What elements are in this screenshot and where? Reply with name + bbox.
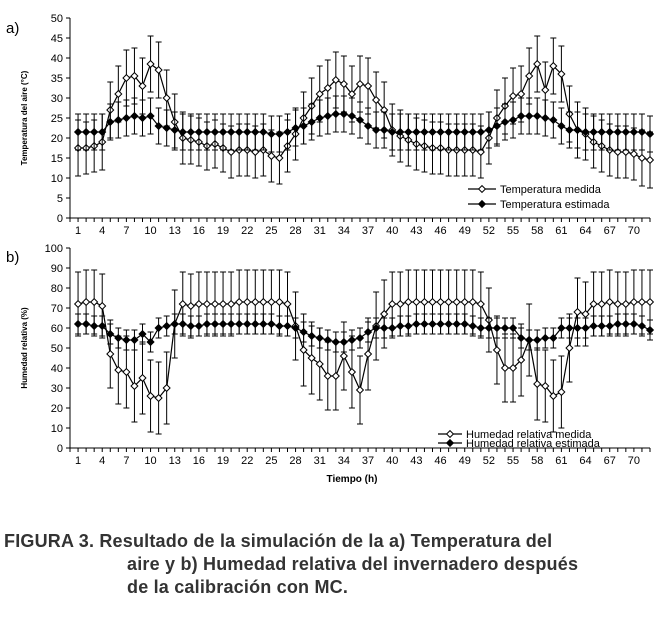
data-point: [469, 299, 476, 306]
data-point: [308, 333, 315, 340]
data-point: [622, 129, 629, 136]
data-point: [429, 129, 436, 136]
data-point: [284, 323, 291, 330]
legend-label: Temperatura medida: [500, 184, 601, 196]
data-point: [590, 323, 597, 330]
data-point: [308, 119, 315, 126]
x-tick-label: 46: [434, 225, 447, 237]
y-tick-label: 60: [50, 323, 63, 335]
data-point: [526, 113, 533, 120]
x-tick-label: 28: [289, 455, 302, 467]
data-point: [115, 91, 122, 98]
data-point: [244, 129, 251, 136]
x-tick-label: 19: [216, 225, 230, 237]
legend-label: Humedad relativa medida: [466, 429, 592, 441]
data-point: [244, 321, 251, 328]
data-point: [639, 323, 646, 330]
data-point: [75, 321, 82, 328]
legend-label: Humedad relativa estimada: [466, 438, 600, 450]
x-tick-label: 25: [265, 225, 278, 237]
y-tick-label: 50: [50, 13, 63, 25]
x-tick-label: 52: [482, 455, 496, 467]
data-point: [630, 321, 637, 328]
legend-marker: [479, 201, 486, 208]
data-point: [598, 323, 605, 330]
data-point: [453, 299, 460, 306]
x-tick-label: 13: [168, 225, 181, 237]
data-point: [574, 309, 581, 316]
y-tick-label: 15: [50, 153, 63, 165]
data-point: [324, 113, 331, 120]
data-point: [413, 299, 420, 306]
x-tick-label: 43: [410, 455, 423, 467]
y-axis-label: Temperatura del aire (°C): [20, 70, 29, 166]
x-tick-label: 49: [458, 455, 471, 467]
data-point: [228, 321, 235, 328]
data-point: [526, 73, 533, 80]
data-point: [228, 301, 235, 308]
data-point: [99, 303, 106, 310]
data-point: [276, 299, 283, 306]
y-axis-label: Humedad relativa (%): [20, 307, 29, 389]
data-point: [542, 87, 549, 94]
data-point: [381, 127, 388, 134]
legend-entry: [468, 201, 496, 208]
data-point: [413, 129, 420, 136]
x-tick-label: 34: [337, 225, 351, 237]
data-point: [357, 387, 364, 394]
data-point: [389, 325, 396, 332]
data-point: [630, 129, 637, 136]
data-point: [75, 129, 82, 136]
data-point: [155, 325, 162, 332]
x-tick-label: 1: [74, 455, 82, 467]
x-tick-label: 67: [603, 455, 616, 467]
data-point: [332, 373, 339, 380]
legend-entry: [438, 431, 462, 438]
data-point: [316, 335, 323, 342]
caption-line-2: aire y b) Humedad relativa del invernadero después: [127, 554, 579, 574]
x-tick-label: 4: [99, 455, 106, 467]
x-tick-label: 7: [123, 455, 130, 467]
data-point: [502, 325, 509, 332]
data-point: [115, 367, 122, 374]
data-point: [316, 115, 323, 122]
data-point: [421, 299, 428, 306]
data-point: [429, 299, 436, 306]
data-point: [195, 301, 202, 308]
data-point: [236, 299, 243, 306]
chart-panel-2: [66, 248, 653, 452]
x-tick-label: 16: [192, 225, 206, 237]
data-point: [212, 321, 219, 328]
data-point: [590, 129, 597, 136]
data-point: [518, 91, 525, 98]
x-tick-label: 16: [192, 455, 206, 467]
y-tick-label: 5: [56, 193, 63, 205]
data-point: [91, 299, 98, 306]
data-point: [542, 115, 549, 122]
legend-marker: [447, 431, 454, 438]
data-point: [461, 299, 468, 306]
data-point: [268, 299, 275, 306]
data-point: [83, 321, 90, 328]
panel-label: b): [6, 249, 20, 266]
data-point: [131, 113, 138, 120]
data-point: [397, 323, 404, 330]
x-tick-label: 13: [168, 455, 181, 467]
data-point: [163, 95, 170, 102]
data-point: [614, 129, 621, 136]
data-point: [494, 325, 501, 332]
data-point: [236, 129, 243, 136]
data-point: [421, 129, 428, 136]
x-tick-label: 10: [144, 225, 157, 237]
data-point: [429, 321, 436, 328]
data-point: [437, 129, 444, 136]
data-point: [236, 321, 243, 328]
data-point: [582, 325, 589, 332]
data-point: [639, 299, 646, 306]
x-tick-label: 19: [216, 455, 230, 467]
data-point: [606, 129, 613, 136]
series-2: [75, 314, 654, 352]
data-point: [284, 129, 291, 136]
data-point: [123, 337, 130, 344]
x-tick-label: 34: [337, 455, 351, 467]
data-point: [469, 129, 476, 136]
x-tick-label: 70: [627, 455, 641, 467]
data-point: [332, 339, 339, 346]
y-tick-label: 10: [50, 423, 63, 435]
data-point: [252, 129, 259, 136]
data-point: [187, 323, 194, 330]
x-tick-label: 64: [579, 455, 592, 467]
series-2: [75, 96, 654, 152]
data-point: [244, 299, 251, 306]
legend-marker: [447, 440, 454, 447]
data-point: [163, 323, 170, 330]
data-point: [630, 299, 637, 306]
data-point: [566, 127, 573, 134]
data-point: [332, 111, 339, 118]
data-point: [614, 321, 621, 328]
x-tick-label: 1: [74, 225, 82, 237]
data-point: [75, 301, 82, 308]
data-point: [260, 321, 267, 328]
data-point: [469, 323, 476, 330]
data-point: [204, 301, 211, 308]
data-point: [260, 299, 267, 306]
x-tick-label: 55: [506, 455, 520, 467]
data-point: [187, 303, 194, 310]
x-tick-label: 25: [265, 455, 278, 467]
x-tick-label: 28: [289, 225, 302, 237]
y-tick-label: 100: [44, 243, 63, 255]
data-point: [147, 393, 154, 400]
data-point: [397, 301, 404, 308]
data-point: [123, 115, 130, 122]
x-tick-label: 31: [313, 455, 326, 467]
data-point: [598, 301, 605, 308]
data-point: [187, 129, 194, 136]
data-point: [494, 347, 501, 354]
legend-entry: [438, 440, 462, 447]
data-point: [445, 299, 452, 306]
data-point: [276, 323, 283, 330]
x-tick-label: 40: [386, 225, 399, 237]
data-point: [437, 321, 444, 328]
y-tick-label: 10: [50, 173, 63, 185]
data-point: [477, 325, 484, 332]
data-point: [534, 337, 541, 344]
data-point: [453, 321, 460, 328]
data-point: [566, 325, 573, 332]
data-point: [252, 299, 259, 306]
data-point: [212, 129, 219, 136]
y-tick-label: 30: [50, 383, 63, 395]
x-tick-label: 67: [603, 225, 616, 237]
y-tick-label: 0: [56, 443, 63, 455]
legend-label: Temperatura estimada: [500, 199, 610, 211]
x-tick-label: 55: [506, 225, 520, 237]
data-point: [502, 119, 509, 126]
data-point: [461, 129, 468, 136]
data-point: [268, 321, 275, 328]
data-point: [365, 83, 372, 90]
data-point: [405, 129, 412, 136]
series-line: [78, 114, 650, 134]
data-point: [83, 129, 90, 136]
x-tick-label: 10: [144, 455, 157, 467]
caption-line-1: FIGURA 3. Resultado de la simulación de la a) Temperatura del: [4, 531, 553, 551]
data-point: [300, 329, 307, 336]
data-point: [477, 129, 484, 136]
x-tick-label: 31: [313, 225, 326, 237]
caption-line-3: de la calibración con MC.: [127, 577, 349, 597]
data-point: [421, 321, 428, 328]
data-point: [647, 327, 654, 334]
y-tick-label: 40: [50, 53, 63, 65]
x-tick-label: 52: [482, 225, 496, 237]
data-point: [606, 323, 613, 330]
data-point: [349, 369, 356, 376]
y-tick-label: 20: [50, 133, 63, 145]
data-point: [534, 113, 541, 120]
legend-entry: [468, 186, 496, 193]
x-tick-label: 58: [531, 225, 544, 237]
data-point: [123, 369, 130, 376]
x-tick-label: 22: [241, 455, 254, 467]
data-point: [510, 117, 517, 124]
data-point: [276, 155, 283, 162]
data-point: [91, 323, 98, 330]
data-point: [212, 301, 219, 308]
y-tick-label: 50: [50, 343, 63, 355]
data-point: [614, 301, 621, 308]
x-tick-label: 49: [458, 225, 471, 237]
data-point: [405, 323, 412, 330]
data-point: [647, 299, 654, 306]
series-1: [75, 270, 654, 434]
y-tick-label: 70: [50, 303, 63, 315]
y-tick-label: 40: [50, 363, 63, 375]
x-tick-label: 37: [361, 225, 375, 237]
data-point: [534, 61, 541, 68]
data-point: [139, 115, 146, 122]
data-point: [220, 301, 227, 308]
data-point: [107, 351, 114, 358]
data-point: [461, 321, 468, 328]
data-point: [349, 337, 356, 344]
data-point: [268, 131, 275, 138]
x-tick-label: 61: [555, 225, 568, 237]
y-tick-label: 25: [50, 113, 63, 125]
data-point: [179, 321, 186, 328]
y-tick-label: 90: [50, 263, 63, 275]
x-tick-label: 4: [99, 225, 106, 237]
x-axis-label: Tiempo (h): [326, 474, 378, 485]
x-tick-label: 64: [579, 225, 592, 237]
data-point: [647, 157, 654, 164]
data-point: [204, 321, 211, 328]
data-point: [445, 321, 452, 328]
data-point: [260, 129, 267, 136]
panel-label: a): [6, 20, 20, 37]
data-point: [349, 113, 356, 120]
x-tick-label: 58: [531, 455, 544, 467]
data-point: [477, 301, 484, 308]
legend-marker: [479, 186, 486, 193]
data-point: [534, 381, 541, 388]
data-point: [340, 353, 347, 360]
x-tick-label: 7: [123, 225, 130, 237]
data-point: [502, 365, 509, 372]
data-point: [622, 301, 629, 308]
data-point: [91, 129, 98, 136]
data-point: [598, 129, 605, 136]
data-point: [381, 325, 388, 332]
data-point: [574, 325, 581, 332]
data-point: [630, 151, 637, 158]
data-point: [123, 75, 130, 82]
data-point: [518, 113, 525, 120]
data-point: [365, 351, 372, 358]
data-point: [445, 129, 452, 136]
data-point: [574, 127, 581, 134]
data-point: [542, 335, 549, 342]
data-point: [195, 323, 202, 330]
data-point: [204, 129, 211, 136]
data-point: [413, 321, 420, 328]
x-tick-label: 46: [434, 455, 447, 467]
data-point: [195, 129, 202, 136]
data-point: [639, 155, 646, 162]
data-point: [220, 321, 227, 328]
data-point: [453, 129, 460, 136]
data-point: [606, 299, 613, 306]
data-point: [622, 321, 629, 328]
y-tick-label: 80: [50, 283, 63, 295]
x-tick-label: 43: [410, 225, 423, 237]
y-tick-label: 45: [50, 33, 63, 45]
data-point: [340, 339, 347, 346]
data-point: [324, 373, 331, 380]
x-tick-label: 22: [241, 225, 254, 237]
x-tick-label: 37: [361, 455, 375, 467]
data-point: [228, 129, 235, 136]
data-point: [405, 299, 412, 306]
data-point: [437, 299, 444, 306]
data-point: [558, 389, 565, 396]
x-tick-label: 40: [386, 455, 399, 467]
data-point: [83, 299, 90, 306]
data-point: [566, 345, 573, 352]
y-tick-label: 0: [56, 213, 63, 225]
data-point: [179, 301, 186, 308]
data-point: [252, 321, 259, 328]
x-tick-label: 70: [627, 225, 641, 237]
data-point: [220, 129, 227, 136]
data-point: [526, 337, 533, 344]
y-tick-label: 35: [50, 73, 63, 85]
y-tick-label: 30: [50, 93, 63, 105]
data-point: [284, 301, 291, 308]
y-tick-label: 20: [50, 403, 63, 415]
x-tick-label: 61: [555, 455, 568, 467]
data-point: [171, 321, 178, 328]
figure-caption: [4, 530, 660, 599]
